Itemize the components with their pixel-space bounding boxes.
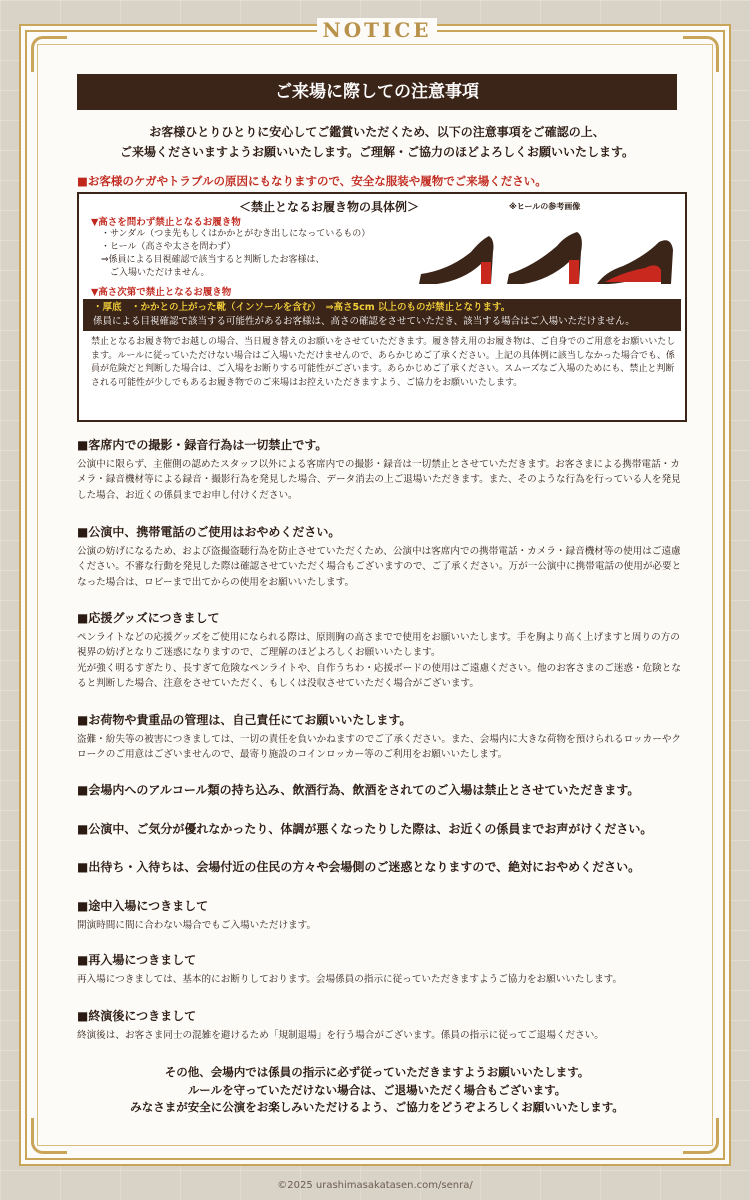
band-footwear-types: ・厚底 ・かかとの上がった靴（インソールを含む） xyxy=(93,302,317,313)
section-support-goods xyxy=(77,610,687,692)
closing-line-1: その他、会場内では係員の指示に必ず従っていただきますようお願いいたします。 xyxy=(164,1065,590,1079)
section-body-2: 光が強く明るすぎたり、長すぎて危険なペンライトや、自作うちわ・応援ボードの使用はご遠慮ください。他のお客さまのご迷惑・危険となると判断した場合、注意をさせていただく、もしくは没収させていただく場合がございます。 xyxy=(77,662,681,690)
intro-line-1: お客様ひとりひとりに安心してご鑑賞いただくため、以下の注意事項をご確認の上、 xyxy=(149,125,605,139)
notice-label: NOTICE xyxy=(317,18,437,42)
heel-shoe-icon xyxy=(507,232,582,284)
section-body: ペンライトなどの応援グッズをご使用になられる際は、原則胸の高さまでで使用をお願いいたします。手を胸より高く上げますと周りの方の視界の妨げとなりご迷惑になりますので、ご理解のほどよろしくお願いいたします。 xyxy=(77,632,680,659)
section-mobile-phones xyxy=(77,524,687,590)
heel-reference-image xyxy=(409,222,679,292)
band-height-limit: ⇒高さ5cm 以上のものが禁止となります。 xyxy=(325,302,511,313)
section-health xyxy=(77,821,687,841)
section-title: ■お荷物や貴重品の管理は、自己責任にてお願いいたします。 xyxy=(77,713,412,727)
ban-any-height-heading: ▼高さを問わず禁止となるお履き物 xyxy=(91,217,241,228)
heel-shoe-icon xyxy=(419,236,494,284)
section-body: 盗難・紛失等の被害につきましては、一切の責任を負いかねますのでご了承ください。また、会場内に大きな荷物を預けられるロッカーやクロークのご用意はございませんので、最寄り施設のコインロッカー等のご利用をお願いいたします。 xyxy=(77,734,682,761)
section-body: 公演中に限らず、主催側の認めたスタッフ以外による客席内での撮影・録音は一切禁止とさせていただきます。お客さまによる携帯電話・カメラ・録音機材等による録音・撮影行為を発見した場合、データ消去の上ご退場いただきます。また、そのような行為を行っている人を発見した場合、お近くの係員までお申し付けください。 xyxy=(77,459,681,501)
ornament-corner-tr xyxy=(683,36,719,72)
intro-text xyxy=(72,122,682,162)
section-title: ■終演後につきまして xyxy=(77,1009,197,1023)
section-body: 再入場につきましては、基本的にお断りしております。会場係員の指示に従っていただきますようご協力をお願いいたします。 xyxy=(77,974,623,985)
section-title: ■出待ち・入待ちは、会場付近の住民の方々や会場側のご迷惑となりますので、絶対におやめください。 xyxy=(77,860,641,874)
ban-height-dependent-heading: ▼高さ次第で禁止となるお履き物 xyxy=(91,287,232,298)
footwear-box-title: ＜禁止となるお履き物の具体例＞ xyxy=(239,200,420,214)
closing-message xyxy=(67,1064,687,1117)
section-title: ■再入場につきまして xyxy=(77,953,197,967)
ornament-corner-tl xyxy=(31,36,67,72)
section-after-show xyxy=(77,1008,687,1043)
footwear-examples-box xyxy=(77,192,687,422)
section-title: ■途中入場につきまして xyxy=(77,899,209,913)
ban-item-note-2: ご入場いただけません。 xyxy=(101,268,210,278)
section-belongings xyxy=(77,712,687,763)
footwear-note: 禁止となるお履き物でお越しの場合、当日履き替えのお願いをさせていただきます。履き替え用のお履き物は、ご自身でのご用意をお願いいたします。ルールに従っていただけない場合はご入場いただけませんので、あらかじめご了承ください。上記の具体例に該当しなかった場合でも、係員が危険だと判断した場合は、ご入場をお断りする可能性がございます。あらかじめご了承ください。スムーズなご入場のためにも、禁止と判断される可能性が少しでもあるお履き物でのご来場はお控えいただきますよう、ご協力をお願いいたします。 xyxy=(91,337,676,388)
section-title: ■応援グッズにつきまして xyxy=(77,611,220,625)
copyright-footer: ©2025 urashimasakatasen.com/senra/ xyxy=(277,1180,473,1191)
section-title: ■会場内へのアルコール類の持ち込み、飲酒行為、飲酒をされてのご入場は禁止とさせていただきます。 xyxy=(77,783,640,797)
ornament-corner-br xyxy=(683,1118,719,1154)
footwear-heading: ■お客様のケガやトラブルの原因にもなりますので、安全な服装や履物でご来場ください。 xyxy=(77,174,547,188)
notice-card xyxy=(25,18,725,1160)
intro-line-2: ご来場くださいますようお願いいたします。ご理解・ご協力のほどよろしくお願いいたします。 xyxy=(119,145,635,159)
closing-line-2: ルールを守っていただけない場合は、ご退場いただく場合もございます。 xyxy=(187,1082,567,1097)
section-body: 終演後は、お客さま同士の混雑を避けるため「規制退場」を行う場合がございます。係員の指示に従ってご退場ください。 xyxy=(77,1030,604,1041)
section-title: ■公演中、ご気分が優れなかったり、体調が悪くなったりした際は、お近くの係員までお声がけください。 xyxy=(77,822,653,836)
section-reentry xyxy=(77,952,687,987)
section-body: 開演時間に間に合わない場合でもご入場いただけます。 xyxy=(77,920,317,931)
section-body: 公演の妨げになるため、および盗撮盗聴行為を防止させていただくため、公演中は客席内での携帯電話・カメラ・録音機材等の使用はご遠慮ください。不審な行動を発見した際は確認させていただく場合もございますので、ご了承ください。万が一公演中に携帯電話の使用が必要となった場合は、ロビーまで出てからの使用をお願いいたします。 xyxy=(77,546,682,588)
ban-item-note-1: ⇒係員による目視確認で該当すると判断したお客様は、 xyxy=(101,255,325,265)
section-title: ■公演中、携帯電話のご使用はおやめください。 xyxy=(77,525,341,539)
heel-shoe-icon xyxy=(597,240,673,284)
section-alcohol xyxy=(77,782,687,802)
section-title: ■客席内での撮影・録音行為は一切禁止です。 xyxy=(77,438,328,452)
heel-reference-caption: ※ヒールの参考画像 xyxy=(509,202,581,211)
page-title: ご来場に際しての注意事項 xyxy=(77,74,677,110)
band-check-note: 係員による目視確認で該当する可能性があるお客様は、高さの確認をさせていただき、該当する場合はご入場いただけません。 xyxy=(93,316,635,327)
ornament-corner-bl xyxy=(31,1118,67,1154)
closing-line-3: みなさまが安全に公演をお楽しみいただけるよう、ご協力をどうぞよろしくお願いいたします。 xyxy=(130,1100,624,1114)
section-late-entry xyxy=(77,898,687,933)
ban-item-heels: ・ヒール（高さや太さを問わず） xyxy=(101,242,236,252)
height-restriction-band xyxy=(83,299,681,331)
ban-item-sandals: ・サンダル（つま先もしくはかかとがむき出しになっているもの） xyxy=(101,229,371,239)
section-waiting xyxy=(77,859,687,879)
section-photography xyxy=(77,437,687,503)
